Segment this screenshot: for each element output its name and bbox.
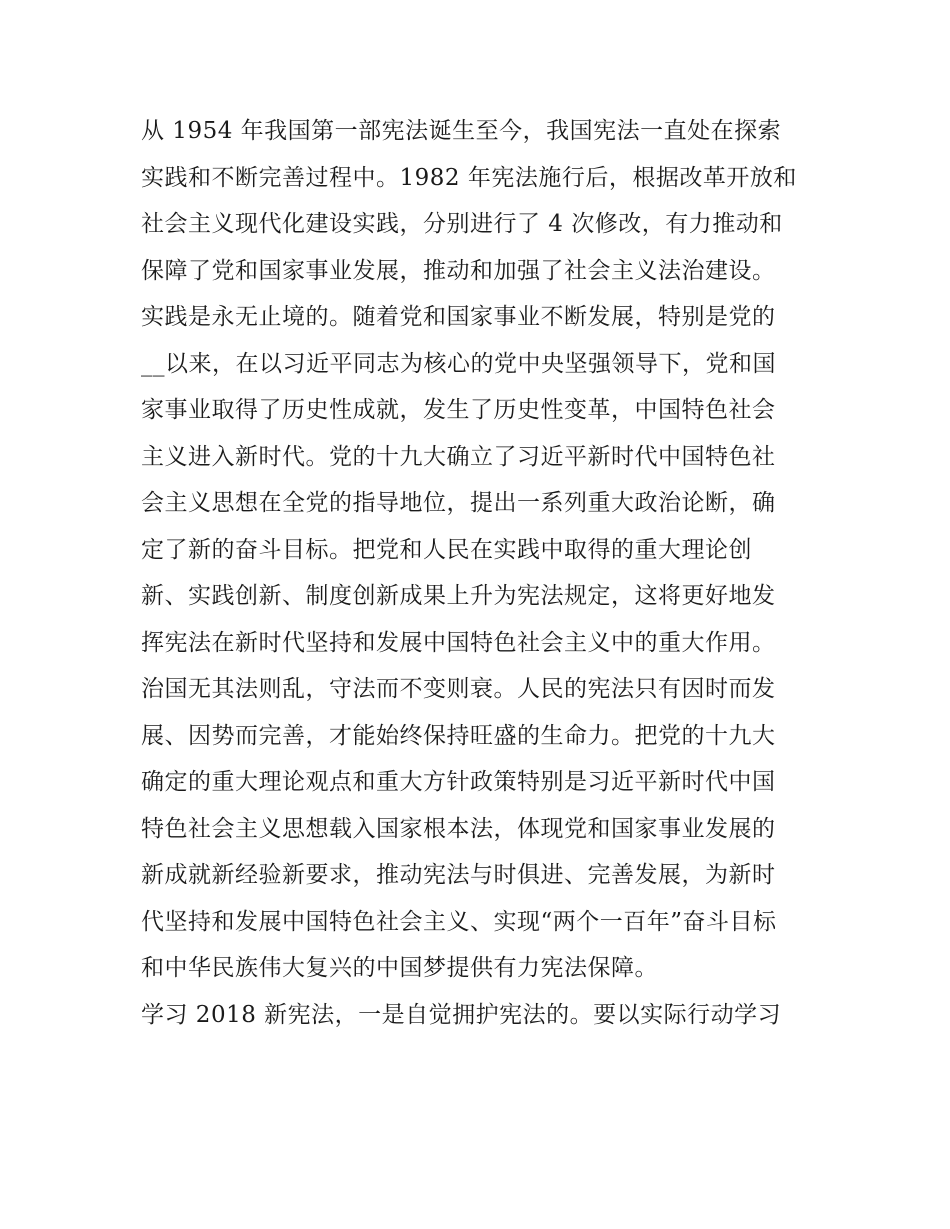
text-line: __以来，在以习近平同志为核心的党中央坚强领导下，党和国: [141, 350, 776, 377]
text-line: 保障了党和国家事业发展，推动和加强了社会主义法治建设。: [141, 257, 776, 284]
text-line: 确定的重大理论观点和重大方针政策特别是习近平新时代中国: [141, 769, 776, 795]
text-line: 新成就新经验新要求，推动宪法与时俱进、完善发展，为新时: [141, 862, 776, 888]
text-line: 主义进入新时代。党的十九大确立了习近平新时代中国特色社: [141, 443, 776, 470]
text-line: 代坚持和发展中国特色社会主义、实现“两个一百年”奋斗目标: [141, 908, 777, 935]
text-line: 学习 2018 新宪法，一是自觉拥护宪法的。要以实际行动学习: [141, 1001, 782, 1028]
text-line: 挥宪法在新时代坚持和发展中国特色社会主义中的重大作用。: [141, 629, 776, 656]
text-line: 从 1954 年我国第一部宪法诞生至今，我国宪法一直处在探索: [141, 118, 782, 144]
text-line: 定了新的奋斗目标。把党和人民在实践中取得的重大理论创: [141, 536, 752, 563]
text-line: 和中华民族伟大复兴的中国梦提供有力宪法保障。: [141, 955, 658, 981]
text-line: 社会主义现代化建设实践，分别进行了 4 次修改，有力推动和: [141, 211, 783, 237]
text-line: 特色社会主义思想载入国家根本法，体现党和国家事业发展的: [141, 815, 776, 842]
text-line: 治国无其法则乱，守法而不变则衰。人民的宪法只有因时而发: [141, 676, 776, 702]
text-line: 新、实践创新、制度创新成果上升为宪法规定，这将更好地发: [141, 583, 776, 609]
text-line: 家事业取得了历史性成就，发生了历史性变革，中国特色社会: [141, 397, 776, 423]
text-line: 会主义思想在全党的指导地位，提出一系列重大政治论断，确: [141, 490, 776, 516]
text-line: 实践和不断完善过程中。1982 年宪法施行后，根据改革开放和: [141, 164, 797, 191]
text-line: 实践是永无止境的。随着党和国家事业不断发展，特别是党的: [141, 304, 776, 330]
text-line: 展、因势而完善，才能始终保持旺盛的生命力。把党的十九大: [141, 722, 776, 749]
body-text: [141, 108, 821, 1038]
